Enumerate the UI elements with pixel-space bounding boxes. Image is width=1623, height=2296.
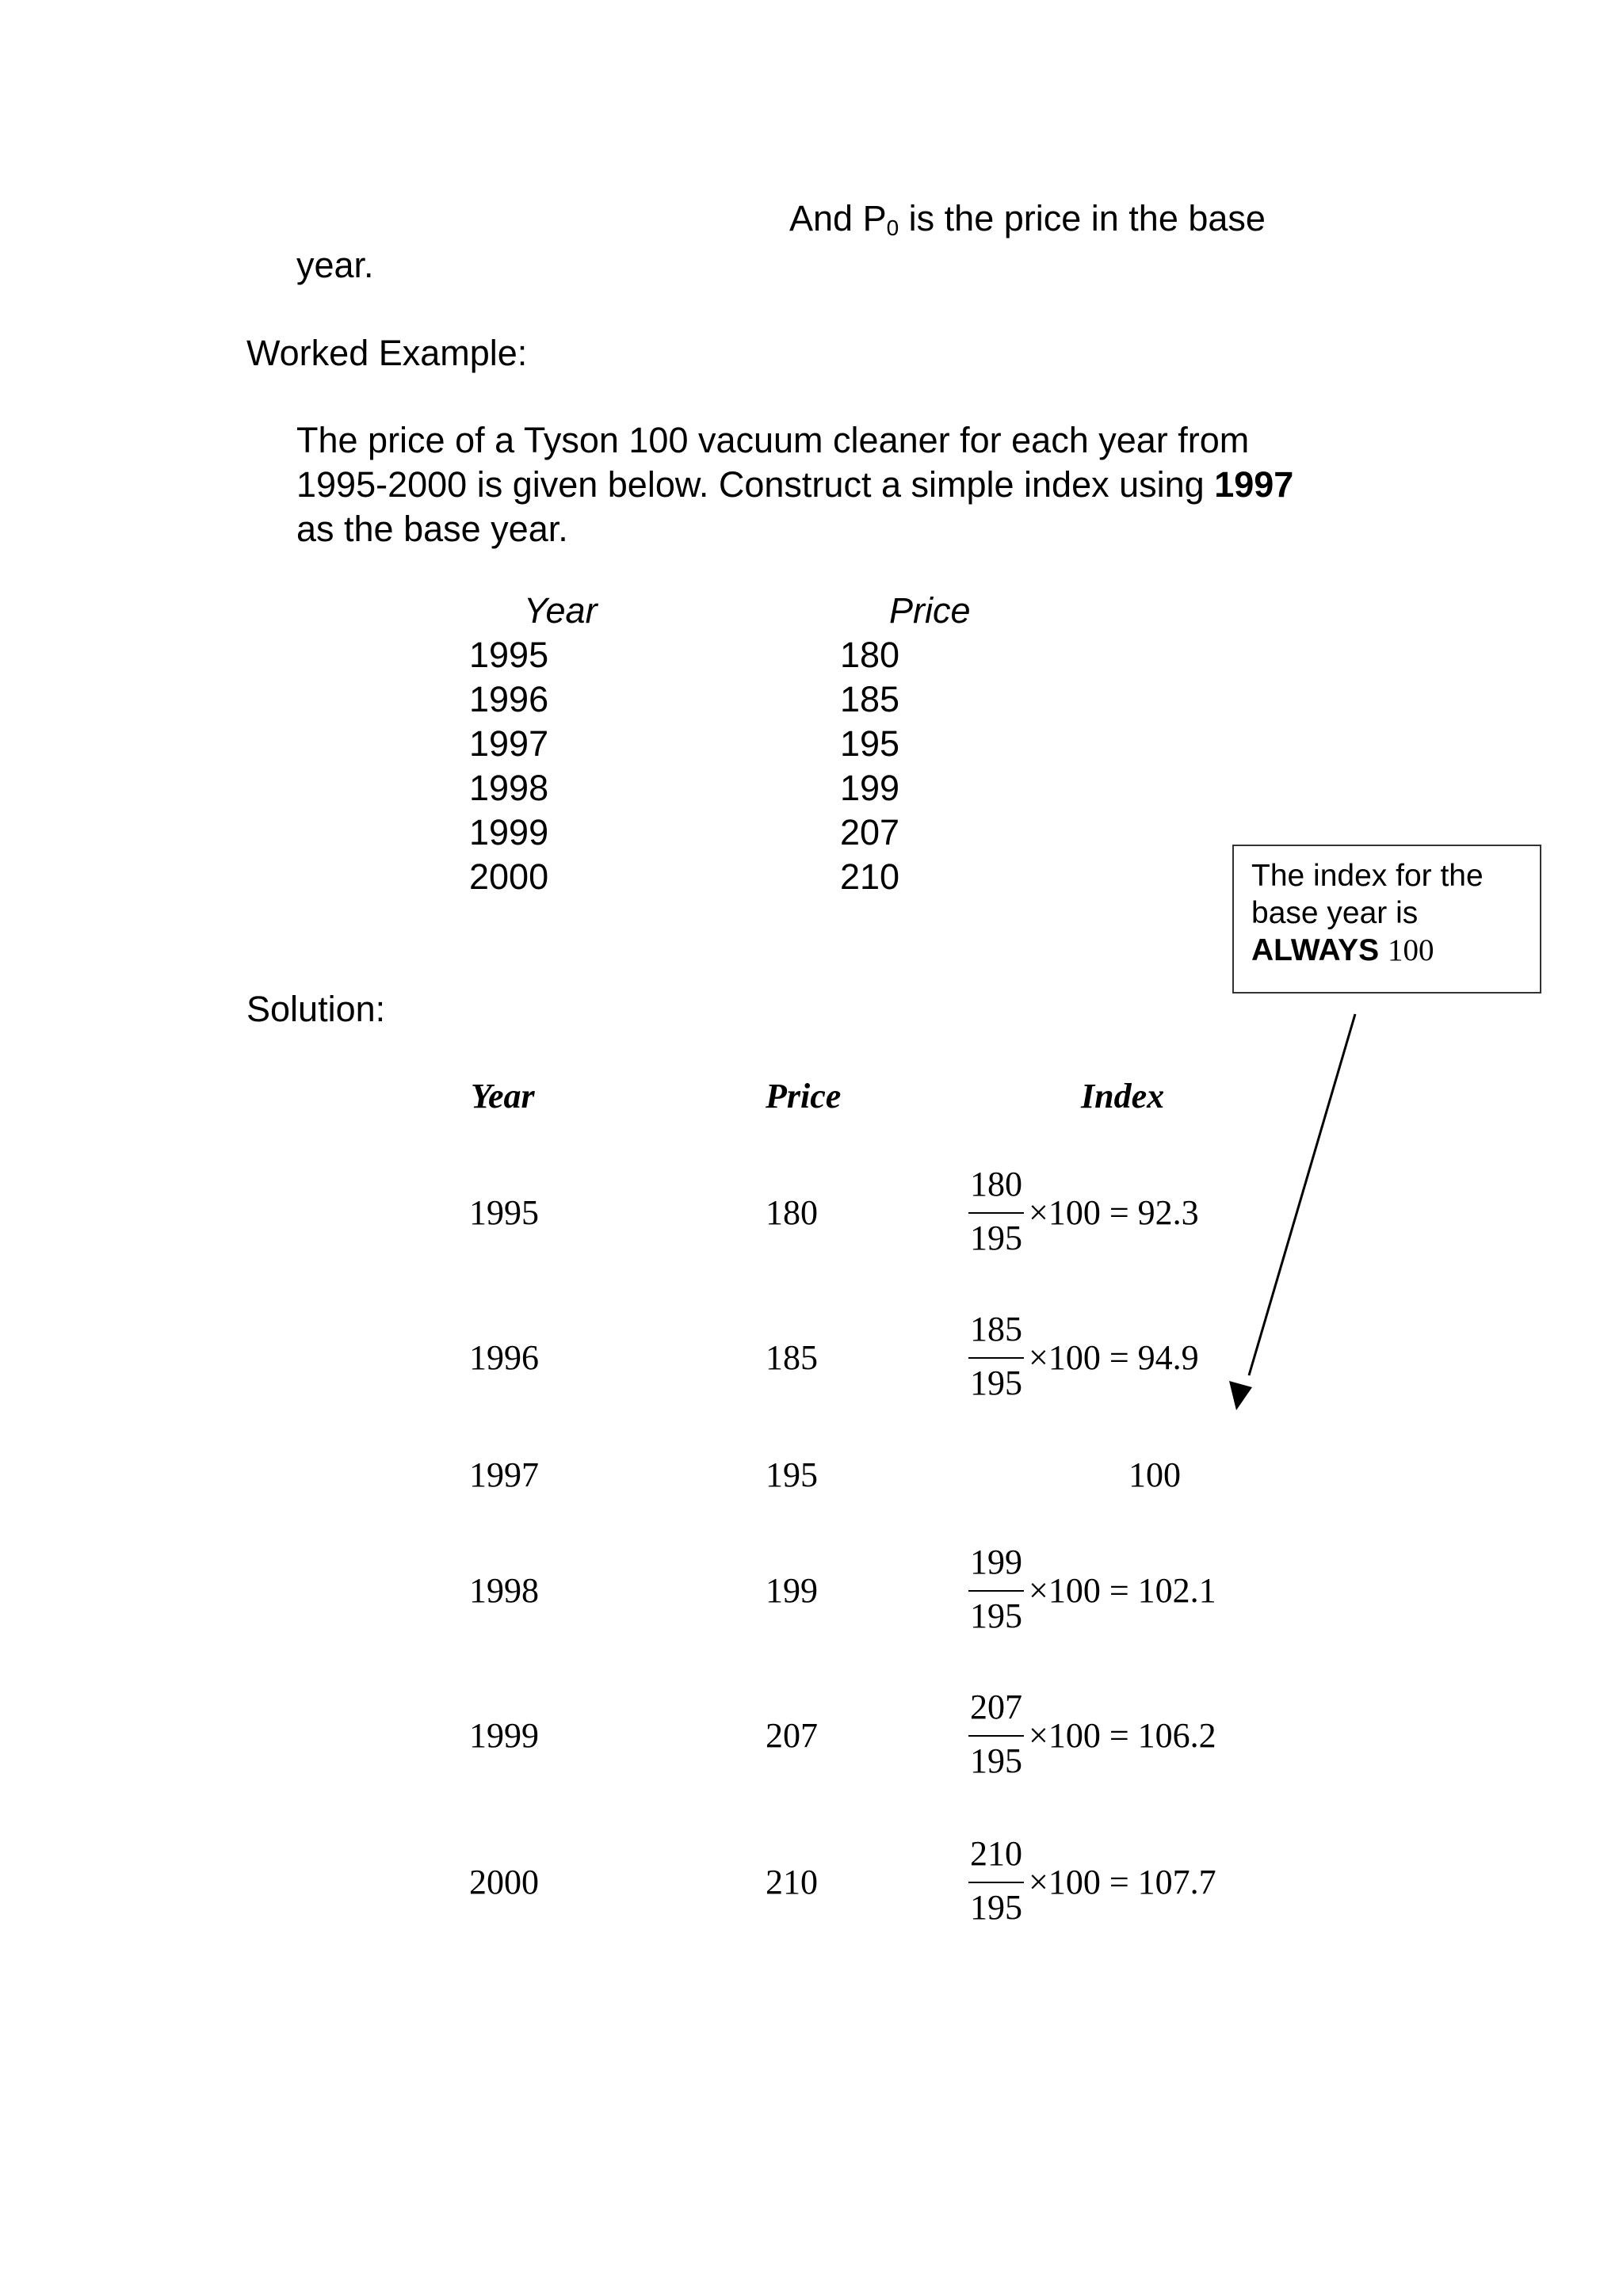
- example-paragraph-line-2-text: 1995-2000 is given below. Construct a simple index using: [296, 464, 1215, 505]
- price-table-price: 185: [840, 679, 900, 719]
- intro-line-1-prefix: And P: [789, 198, 887, 238]
- fraction-bar: [968, 1357, 1024, 1359]
- index-result: ×100 = 102.1: [1029, 1571, 1216, 1610]
- solution-header-index: Index: [1081, 1077, 1165, 1116]
- fraction-numerator: 180: [970, 1165, 1022, 1203]
- price-table-year: 1995: [469, 635, 549, 675]
- callout-arrow-line: [1249, 1014, 1355, 1375]
- callout-always: ALWAYS: [1251, 933, 1380, 967]
- index-result: ×100 = 106.2: [1029, 1716, 1216, 1755]
- index-result: ×100 = 94.9: [1029, 1338, 1199, 1377]
- solution-price: 210: [766, 1863, 818, 1901]
- solution-year: 1996: [469, 1338, 539, 1377]
- fraction-denominator: 195: [970, 1741, 1022, 1780]
- index-fraction: [965, 1688, 1027, 1781]
- intro-subscript: 0: [886, 215, 899, 240]
- base-year-bold: 1997: [1214, 464, 1294, 505]
- index-fraction: [965, 1543, 1027, 1636]
- fraction-denominator: 195: [970, 1596, 1022, 1635]
- index-fraction: [965, 1165, 1027, 1258]
- solution-heading: Solution:: [246, 989, 386, 1029]
- solution-year: 2000: [469, 1863, 539, 1901]
- index-result: ×100 = 92.3: [1029, 1193, 1199, 1232]
- solution-price: 207: [766, 1716, 818, 1755]
- fraction-denominator: 195: [970, 1219, 1022, 1257]
- fraction-denominator: 195: [970, 1363, 1022, 1402]
- fraction-numerator: 207: [970, 1688, 1022, 1726]
- base-year-index: 100: [1128, 1455, 1181, 1494]
- price-table-year: 1997: [469, 723, 549, 764]
- price-table-price: 195: [840, 723, 900, 764]
- fraction-denominator: 195: [970, 1888, 1022, 1927]
- price-table-price: 180: [840, 635, 900, 675]
- fraction-bar: [968, 1590, 1024, 1592]
- example-paragraph-line-3: as the base year.: [296, 509, 568, 549]
- index-fraction: [965, 1310, 1027, 1403]
- fraction-bar: [968, 1882, 1024, 1883]
- price-table-year: 2000: [469, 856, 549, 897]
- index-result: ×100 = 107.7: [1029, 1863, 1216, 1901]
- price-table-year: 1996: [469, 679, 549, 719]
- fraction-numerator: 210: [970, 1834, 1022, 1873]
- price-table-header-year: Year: [524, 590, 598, 631]
- solution-price: 185: [766, 1338, 818, 1377]
- fraction-bar: [968, 1212, 1024, 1214]
- solution-year: 1997: [469, 1455, 539, 1494]
- price-table-price: 199: [840, 768, 900, 808]
- solution-header-year: Year: [471, 1077, 535, 1116]
- worked-example-heading: Worked Example:: [246, 333, 528, 373]
- solution-year: 1998: [469, 1571, 539, 1610]
- index-fraction: [965, 1834, 1027, 1928]
- price-table-year: 1999: [469, 812, 549, 852]
- fraction-numerator: 199: [970, 1543, 1022, 1581]
- callout-100: 100: [1387, 933, 1434, 967]
- callout-line-2: base year is: [1251, 896, 1419, 930]
- price-table-year: 1998: [469, 768, 549, 808]
- callout-line-1: The index for the: [1251, 859, 1484, 893]
- example-paragraph-line-1: The price of a Tyson 100 vacuum cleaner for each year from: [296, 420, 1250, 460]
- intro-line-2: year.: [296, 245, 374, 285]
- price-table-price: 210: [840, 856, 900, 897]
- callout-arrow-head: [1229, 1381, 1252, 1410]
- solution-price: 195: [766, 1455, 818, 1494]
- solution-year: 1999: [469, 1716, 539, 1755]
- solution-header-price: Price: [766, 1077, 842, 1116]
- price-table-price: 207: [840, 812, 900, 852]
- intro-line-1-suffix: is the price in the base: [899, 198, 1266, 238]
- solution-price: 199: [766, 1571, 818, 1610]
- fraction-bar: [968, 1735, 1024, 1737]
- price-table-header-price: Price: [889, 590, 971, 631]
- solution-year: 1995: [469, 1193, 539, 1232]
- solution-price: 180: [766, 1193, 818, 1232]
- fraction-numerator: 185: [970, 1310, 1022, 1348]
